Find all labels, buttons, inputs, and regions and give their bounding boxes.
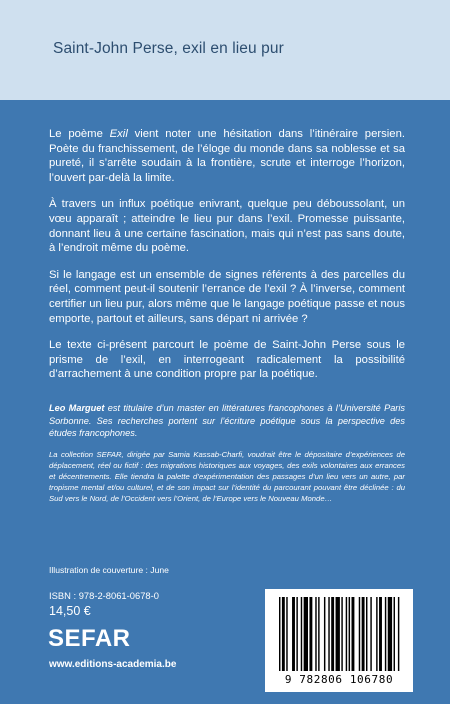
author-bio-text: est titulaire d’un master en littératures francophones à l’Université Paris Sorbonne. Ses recherches portent sur l’écriture poétique sous la perspective des études francophones. bbox=[49, 403, 405, 439]
p1-italic-title: Exil bbox=[109, 128, 128, 140]
publisher-logo: SEFAR bbox=[48, 625, 131, 652]
publisher-website: www.editions-academia.be bbox=[49, 659, 177, 670]
price: 14,50 € bbox=[49, 604, 91, 618]
author-name: Leo Marguet bbox=[49, 403, 105, 413]
summary-paragraph-4: Le texte ci-présent parcourt le poème de Saint-John Perse sous le prisme de l’exil, en interrogeant radicalement la possibilité d’arrachement à une condition propre par la poétique. bbox=[49, 339, 405, 381]
isbn: ISBN : 978-2-8061-0678-0 bbox=[49, 590, 159, 601]
summary-text bbox=[49, 127, 405, 382]
summary-paragraph-3: Si le langage est un ensemble de signes référents à des parcelles du réel, comment peut-il soutenir l’errance de l’exil ? À l’inverse, comment certifier un lieu pur, alors même que le langage poétique passe et nous emporte, partout et ailleurs, sans départ ni arrivée ? bbox=[49, 268, 405, 325]
collection-description: La collection SEFAR, dirigée par Samia Kassab-Charfi, voudrait être le dépositaire d’expériences de déplacement, réel ou fictif : des migrations historiques aux voyages, des exils volontaires aux errances et décentrements. Elle tiendra la palette d’expérimentation des passages d’un lieu vers un autre, par tropisme mental et/ou culturel, et de son impact sur l’identité du parcourant pouvant être déclinée : du Sud vers le Nord, de l’Occident vers l’Orient, de l’Europe vers le Nouveau Monde… bbox=[49, 450, 405, 503]
summary-paragraph-1 bbox=[49, 127, 405, 185]
illustration-credit: Illustration de couverture : June bbox=[49, 565, 169, 575]
book-title: Saint-John Perse, exil en lieu pur bbox=[53, 40, 284, 57]
p1-end: vient noter une hésitation dans l’itinéraire persien. Poète du franchissement, de l’éloge du monde dans sa noblesse et sa pureté, il s’arrête soudain à la frontière, scrute et interroge l’horizon, l’ouvert par-delà la limite. bbox=[49, 128, 405, 184]
summary-paragraph-2: À travers un influx poétique enivrant, quelque peu déboussolant, un vœu apparaît ; atteindre le lieu pur dans l’exil. Promesse puissante, donnant lieu à une certaine fascination, mais qui n’est pas sans doute, à l’endroit même du poème. bbox=[49, 198, 405, 255]
header-band bbox=[0, 0, 450, 100]
barcode bbox=[265, 589, 413, 692]
p1-start: Le poème bbox=[49, 128, 110, 140]
barcode-number: 9 782806 106780 bbox=[284, 673, 394, 686]
author-bio bbox=[49, 402, 405, 440]
barcode-bars-icon bbox=[265, 589, 413, 673]
